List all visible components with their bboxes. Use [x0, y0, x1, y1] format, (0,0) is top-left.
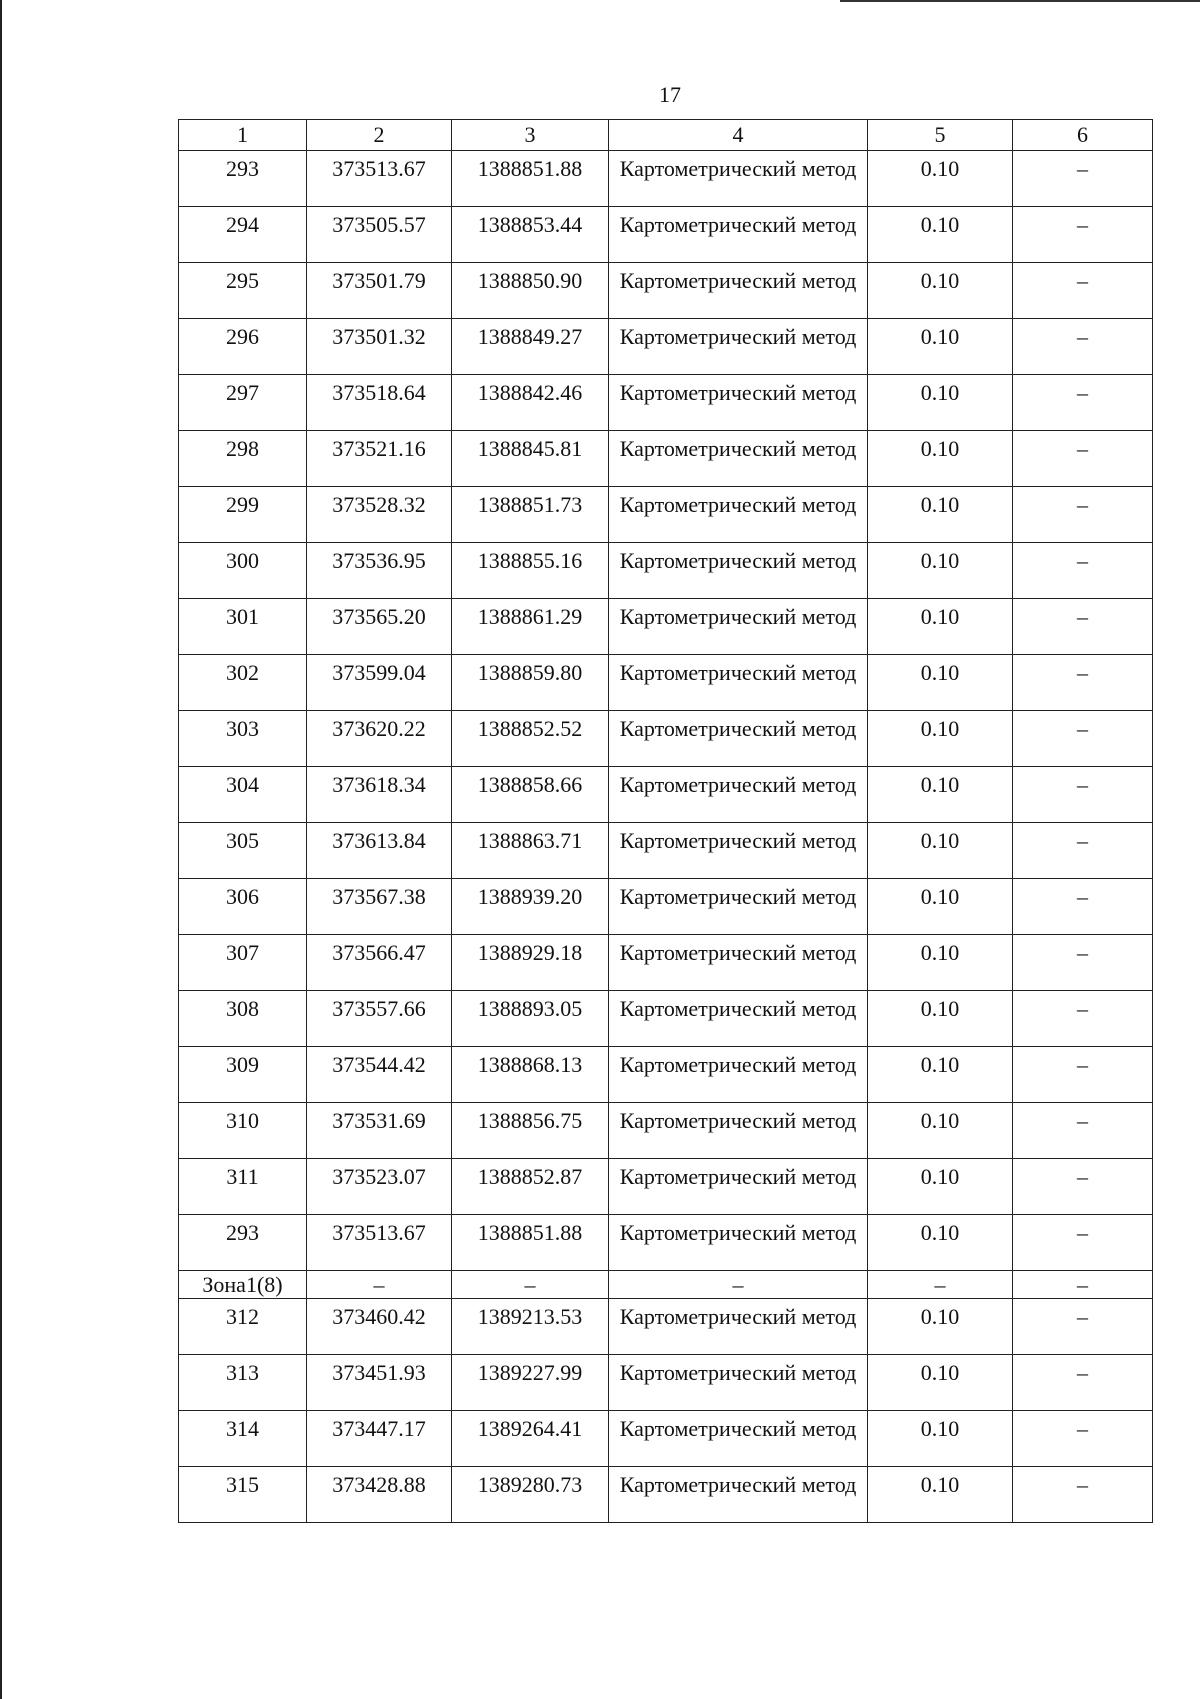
table-row — [179, 263, 1153, 319]
method-cell: – — [609, 1271, 868, 1299]
point-number-cell: Зона1(8) — [179, 1271, 307, 1299]
method-cell: Картометрический метод — [609, 991, 868, 1047]
accuracy-cell: 0.10 — [868, 263, 1013, 319]
accuracy-cell: 0.10 — [868, 431, 1013, 487]
accuracy-cell: 0.10 — [868, 375, 1013, 431]
accuracy-cell: 0.10 — [868, 599, 1013, 655]
note-cell: – — [1013, 1355, 1153, 1411]
table-row — [179, 823, 1153, 879]
point-number-cell: 300 — [179, 543, 307, 599]
point-number-cell: 295 — [179, 263, 307, 319]
table-row — [179, 879, 1153, 935]
method-cell: Картометрический метод — [609, 599, 868, 655]
coordinate-x-cell: 373620.22 — [307, 711, 452, 767]
point-number-cell: 293 — [179, 151, 307, 207]
coordinate-y-cell: 1388853.44 — [452, 207, 609, 263]
note-cell: – — [1013, 1215, 1153, 1271]
coordinate-y-cell: 1389213.53 — [452, 1299, 609, 1355]
accuracy-cell: 0.10 — [868, 767, 1013, 823]
coordinate-x-cell: 373505.57 — [307, 207, 452, 263]
note-cell: – — [1013, 1047, 1153, 1103]
accuracy-cell: 0.10 — [868, 319, 1013, 375]
note-cell: – — [1013, 767, 1153, 823]
table-row — [179, 487, 1153, 543]
note-cell: – — [1013, 151, 1153, 207]
coordinate-y-cell: 1389264.41 — [452, 1411, 609, 1467]
accuracy-cell: 0.10 — [868, 655, 1013, 711]
table-row — [179, 375, 1153, 431]
coordinate-x-cell: 373618.34 — [307, 767, 452, 823]
coordinate-x-cell: 373565.20 — [307, 599, 452, 655]
method-cell: Картометрический метод — [609, 207, 868, 263]
point-number-cell: 315 — [179, 1467, 307, 1523]
table-row — [179, 1103, 1153, 1159]
method-cell: Картометрический метод — [609, 375, 868, 431]
note-cell: – — [1013, 655, 1153, 711]
point-number-cell: 314 — [179, 1411, 307, 1467]
accuracy-cell: 0.10 — [868, 151, 1013, 207]
note-cell: – — [1013, 991, 1153, 1047]
note-cell: – — [1013, 879, 1153, 935]
coordinate-y-cell: 1388842.46 — [452, 375, 609, 431]
coordinate-x-cell: 373613.84 — [307, 823, 452, 879]
coordinate-x-cell: 373599.04 — [307, 655, 452, 711]
method-cell: Картометрический метод — [609, 1355, 868, 1411]
point-number-cell: 303 — [179, 711, 307, 767]
point-number-cell: 313 — [179, 1355, 307, 1411]
method-cell: Картометрический метод — [609, 1467, 868, 1523]
note-cell: – — [1013, 319, 1153, 375]
table-row — [179, 935, 1153, 991]
coordinate-x-cell: 373501.79 — [307, 263, 452, 319]
table-row — [179, 1159, 1153, 1215]
accuracy-cell: 0.10 — [868, 1103, 1013, 1159]
table-row — [179, 431, 1153, 487]
accuracy-cell: 0.10 — [868, 543, 1013, 599]
point-number-cell: 299 — [179, 487, 307, 543]
method-cell: Картометрический метод — [609, 935, 868, 991]
coordinates-table — [178, 119, 1153, 1523]
scan-edge-left — [0, 0, 2, 1699]
coordinate-x-cell: 373523.07 — [307, 1159, 452, 1215]
accuracy-cell: 0.10 — [868, 935, 1013, 991]
table-row — [179, 1047, 1153, 1103]
accuracy-cell: 0.10 — [868, 487, 1013, 543]
method-cell: Картометрический метод — [609, 1047, 868, 1103]
table-row — [179, 991, 1153, 1047]
coordinate-y-cell: 1388855.16 — [452, 543, 609, 599]
coordinate-y-cell: 1388858.66 — [452, 767, 609, 823]
column-header-1: 1 — [179, 120, 307, 151]
table-row — [179, 767, 1153, 823]
coordinate-y-cell: 1388863.71 — [452, 823, 609, 879]
method-cell: Картометрический метод — [609, 1411, 868, 1467]
coordinate-y-cell: 1389280.73 — [452, 1467, 609, 1523]
note-cell: – — [1013, 207, 1153, 263]
coordinate-x-cell: 373566.47 — [307, 935, 452, 991]
note-cell: – — [1013, 1299, 1153, 1355]
note-cell: – — [1013, 599, 1153, 655]
note-cell: – — [1013, 487, 1153, 543]
point-number-cell: 293 — [179, 1215, 307, 1271]
column-header-4: 4 — [609, 120, 868, 151]
accuracy-cell: – — [868, 1271, 1013, 1299]
coordinate-y-cell: 1388861.29 — [452, 599, 609, 655]
table-row — [179, 1299, 1153, 1355]
note-cell: – — [1013, 935, 1153, 991]
note-cell: – — [1013, 1159, 1153, 1215]
coordinate-x-cell: 373531.69 — [307, 1103, 452, 1159]
accuracy-cell: 0.10 — [868, 1215, 1013, 1271]
coordinate-x-cell: 373544.42 — [307, 1047, 452, 1103]
point-number-cell: 296 — [179, 319, 307, 375]
coordinate-y-cell: 1388852.87 — [452, 1159, 609, 1215]
coordinate-x-cell: – — [307, 1271, 452, 1299]
method-cell: Картометрический метод — [609, 1215, 868, 1271]
table-row — [179, 1215, 1153, 1271]
coordinate-y-cell: 1388893.05 — [452, 991, 609, 1047]
coordinate-y-cell: 1388868.13 — [452, 1047, 609, 1103]
method-cell: Картометрический метод — [609, 1299, 868, 1355]
coordinate-x-cell: 373447.17 — [307, 1411, 452, 1467]
coordinate-y-cell: 1388851.73 — [452, 487, 609, 543]
coordinate-x-cell: 373567.38 — [307, 879, 452, 935]
coordinate-y-cell: 1388929.18 — [452, 935, 609, 991]
method-cell: Картометрический метод — [609, 431, 868, 487]
point-number-cell: 297 — [179, 375, 307, 431]
point-number-cell: 298 — [179, 431, 307, 487]
method-cell: Картометрический метод — [609, 487, 868, 543]
coordinate-y-cell: 1388850.90 — [452, 263, 609, 319]
coordinate-y-cell: 1388849.27 — [452, 319, 609, 375]
table-row — [179, 543, 1153, 599]
coordinate-y-cell: 1388851.88 — [452, 151, 609, 207]
method-cell: Картометрический метод — [609, 263, 868, 319]
point-number-cell: 306 — [179, 879, 307, 935]
note-cell: – — [1013, 1411, 1153, 1467]
coordinate-y-cell: 1388851.88 — [452, 1215, 609, 1271]
method-cell: Картометрический метод — [609, 1159, 868, 1215]
coordinate-x-cell: 373451.93 — [307, 1355, 452, 1411]
table-row — [179, 655, 1153, 711]
point-number-cell: 294 — [179, 207, 307, 263]
coordinate-x-cell: 373518.64 — [307, 375, 452, 431]
table-row — [179, 151, 1153, 207]
table-row — [179, 1355, 1153, 1411]
coordinate-x-cell: 373460.42 — [307, 1299, 452, 1355]
page-number: 17 — [659, 82, 681, 107]
note-cell: – — [1013, 263, 1153, 319]
accuracy-cell: 0.10 — [868, 1159, 1013, 1215]
point-number-cell: 310 — [179, 1103, 307, 1159]
column-header-6: 6 — [1013, 120, 1153, 151]
accuracy-cell: 0.10 — [868, 1299, 1013, 1355]
coordinate-x-cell: 373513.67 — [307, 151, 452, 207]
note-cell: – — [1013, 375, 1153, 431]
accuracy-cell: 0.10 — [868, 879, 1013, 935]
table-body — [179, 151, 1153, 1523]
coordinate-y-cell: 1388845.81 — [452, 431, 609, 487]
zone-row — [179, 1271, 1153, 1299]
note-cell: – — [1013, 543, 1153, 599]
coordinate-x-cell: 373428.88 — [307, 1467, 452, 1523]
note-cell: – — [1013, 431, 1153, 487]
note-cell: – — [1013, 1271, 1153, 1299]
table-row — [179, 319, 1153, 375]
point-number-cell: 301 — [179, 599, 307, 655]
method-cell: Картометрический метод — [609, 151, 868, 207]
note-cell: – — [1013, 1467, 1153, 1523]
coordinate-x-cell: 373501.32 — [307, 319, 452, 375]
method-cell: Картометрический метод — [609, 319, 868, 375]
point-number-cell: 305 — [179, 823, 307, 879]
method-cell: Картометрический метод — [609, 1103, 868, 1159]
coordinate-y-cell: 1388856.75 — [452, 1103, 609, 1159]
coordinate-x-cell: 373513.67 — [307, 1215, 452, 1271]
column-header-2: 2 — [307, 120, 452, 151]
coordinate-y-cell: 1388852.52 — [452, 711, 609, 767]
method-cell: Картометрический метод — [609, 767, 868, 823]
table-row — [179, 599, 1153, 655]
accuracy-cell: 0.10 — [868, 207, 1013, 263]
point-number-cell: 312 — [179, 1299, 307, 1355]
method-cell: Картометрический метод — [609, 655, 868, 711]
table-row — [179, 1467, 1153, 1523]
point-number-cell: 307 — [179, 935, 307, 991]
coordinate-x-cell: 373536.95 — [307, 543, 452, 599]
method-cell: Картометрический метод — [609, 711, 868, 767]
table-header-row — [179, 120, 1153, 151]
table-row — [179, 207, 1153, 263]
accuracy-cell: 0.10 — [868, 711, 1013, 767]
scan-edge-top — [840, 0, 1200, 2]
coordinate-y-cell: – — [452, 1271, 609, 1299]
point-number-cell: 308 — [179, 991, 307, 1047]
coordinate-x-cell: 373528.32 — [307, 487, 452, 543]
note-cell: – — [1013, 823, 1153, 879]
note-cell: – — [1013, 1103, 1153, 1159]
coordinate-y-cell: 1388859.80 — [452, 655, 609, 711]
accuracy-cell: 0.10 — [868, 991, 1013, 1047]
table-row — [179, 1411, 1153, 1467]
note-cell: – — [1013, 711, 1153, 767]
point-number-cell: 311 — [179, 1159, 307, 1215]
table-row — [179, 711, 1153, 767]
accuracy-cell: 0.10 — [868, 1047, 1013, 1103]
coordinate-x-cell: 373521.16 — [307, 431, 452, 487]
point-number-cell: 309 — [179, 1047, 307, 1103]
accuracy-cell: 0.10 — [868, 823, 1013, 879]
column-header-5: 5 — [868, 120, 1013, 151]
coordinate-y-cell: 1388939.20 — [452, 879, 609, 935]
accuracy-cell: 0.10 — [868, 1355, 1013, 1411]
coordinate-x-cell: 373557.66 — [307, 991, 452, 1047]
point-number-cell: 302 — [179, 655, 307, 711]
column-header-3: 3 — [452, 120, 609, 151]
coordinate-y-cell: 1389227.99 — [452, 1355, 609, 1411]
method-cell: Картометрический метод — [609, 543, 868, 599]
accuracy-cell: 0.10 — [868, 1467, 1013, 1523]
point-number-cell: 304 — [179, 767, 307, 823]
accuracy-cell: 0.10 — [868, 1411, 1013, 1467]
method-cell: Картометрический метод — [609, 879, 868, 935]
method-cell: Картометрический метод — [609, 823, 868, 879]
